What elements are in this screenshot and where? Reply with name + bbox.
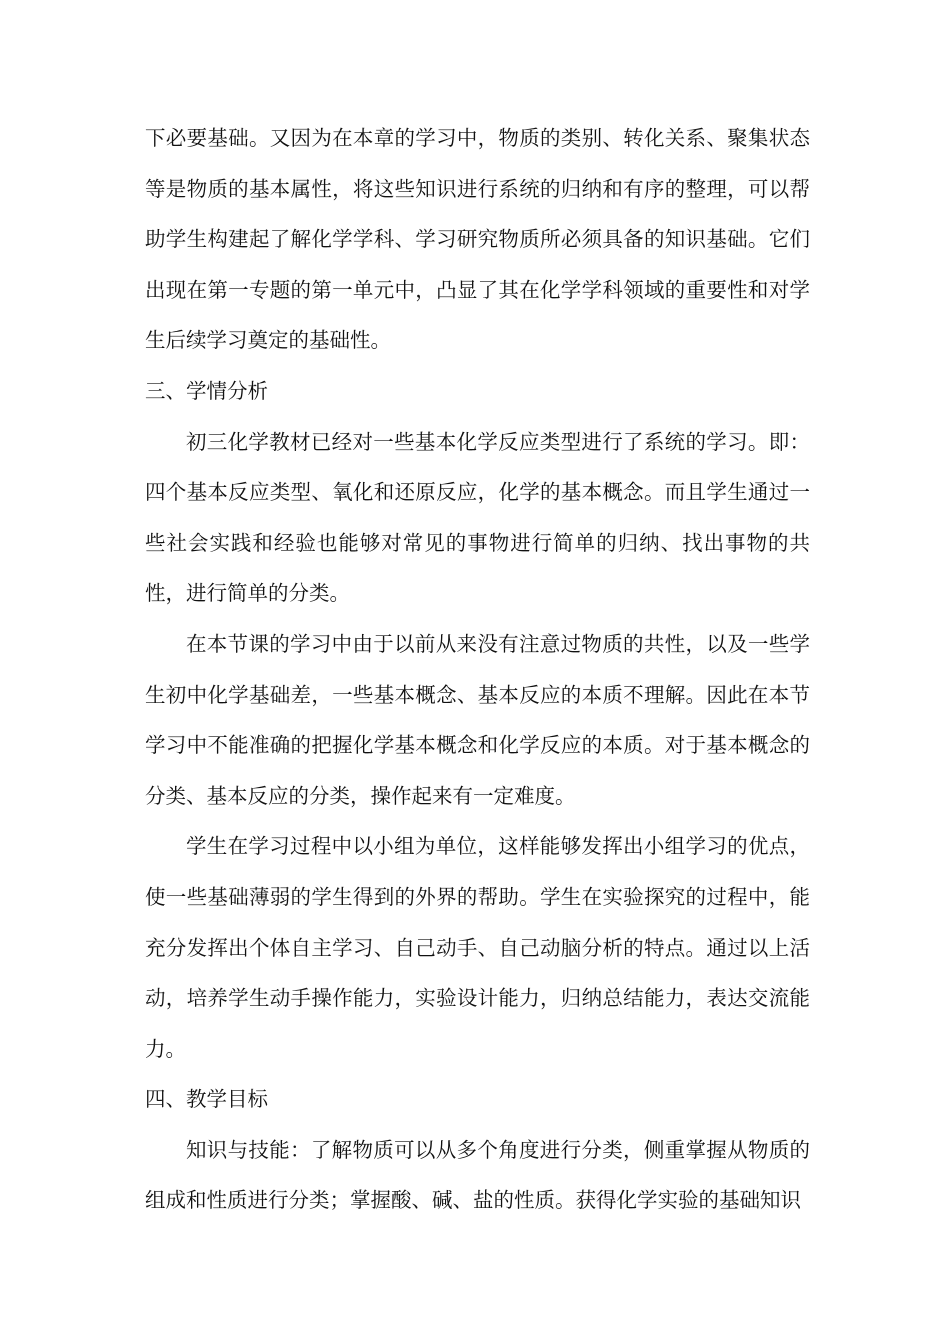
document-body <box>145 113 810 1226</box>
section-heading-teaching-goals: 四、教学目标 <box>145 1087 268 1112</box>
paragraph-prior-knowledge: 初三化学教材已经对一些基本化学反应类型进行了系统的学习。即：四个基本反应类型、氧化和还原反应，化学的基本概念。而且学生通过一些社会实践和经验也能够对常见的事物进行简单的归纳、找出事物的共性，进行简单的分类。 <box>145 429 810 606</box>
paragraph-knowledge-skills: 知识与技能：了解物质可以从多个角度进行分类，侧重掌握从物质的组成和性质进行分类；掌握酸、碱、盐的性质。获得化学实验的基础知识 <box>145 1137 810 1213</box>
paragraph-learning-difficulties: 在本节课的学习中由于以前从来没有注意过物质的共性，以及一些学生初中化学基础差，一些基本概念、基本反应的本质不理解。因此在本节学习中不能准确的把握化学基本概念和化学反应的本质。对于基本概念的分类、基本反应的分类，操作起来有一定难度。 <box>145 631 810 808</box>
section-heading-learner-analysis: 三、学情分析 <box>145 378 268 403</box>
paragraph-group-learning: 学生在学习过程中以小组为单位，这样能够发挥出小组学习的优点，使一些基础薄弱的学生得到的外界的帮助。学生在实验探究的过程中，能充分发挥出个体自主学习、自己动手、自己动脑分析的特点。通过以上活动，培养学生动手操作能力，实验设计能力，归纳总结能力，表达交流能力。 <box>145 834 810 1061</box>
paragraph-intro-continuation: 下必要基础。又因为在本章的学习中，物质的类别、转化关系、聚集状态等是物质的基本属性，将这些知识进行系统的归纳和有序的整理，可以帮助学生构建起了解化学学科、学习研究物质所必须具备的知识基础。它们出现在第一专题的第一单元中，凸显了其在化学学科领域的重要性和对学生后续学习奠定的基础性。 <box>145 126 810 353</box>
